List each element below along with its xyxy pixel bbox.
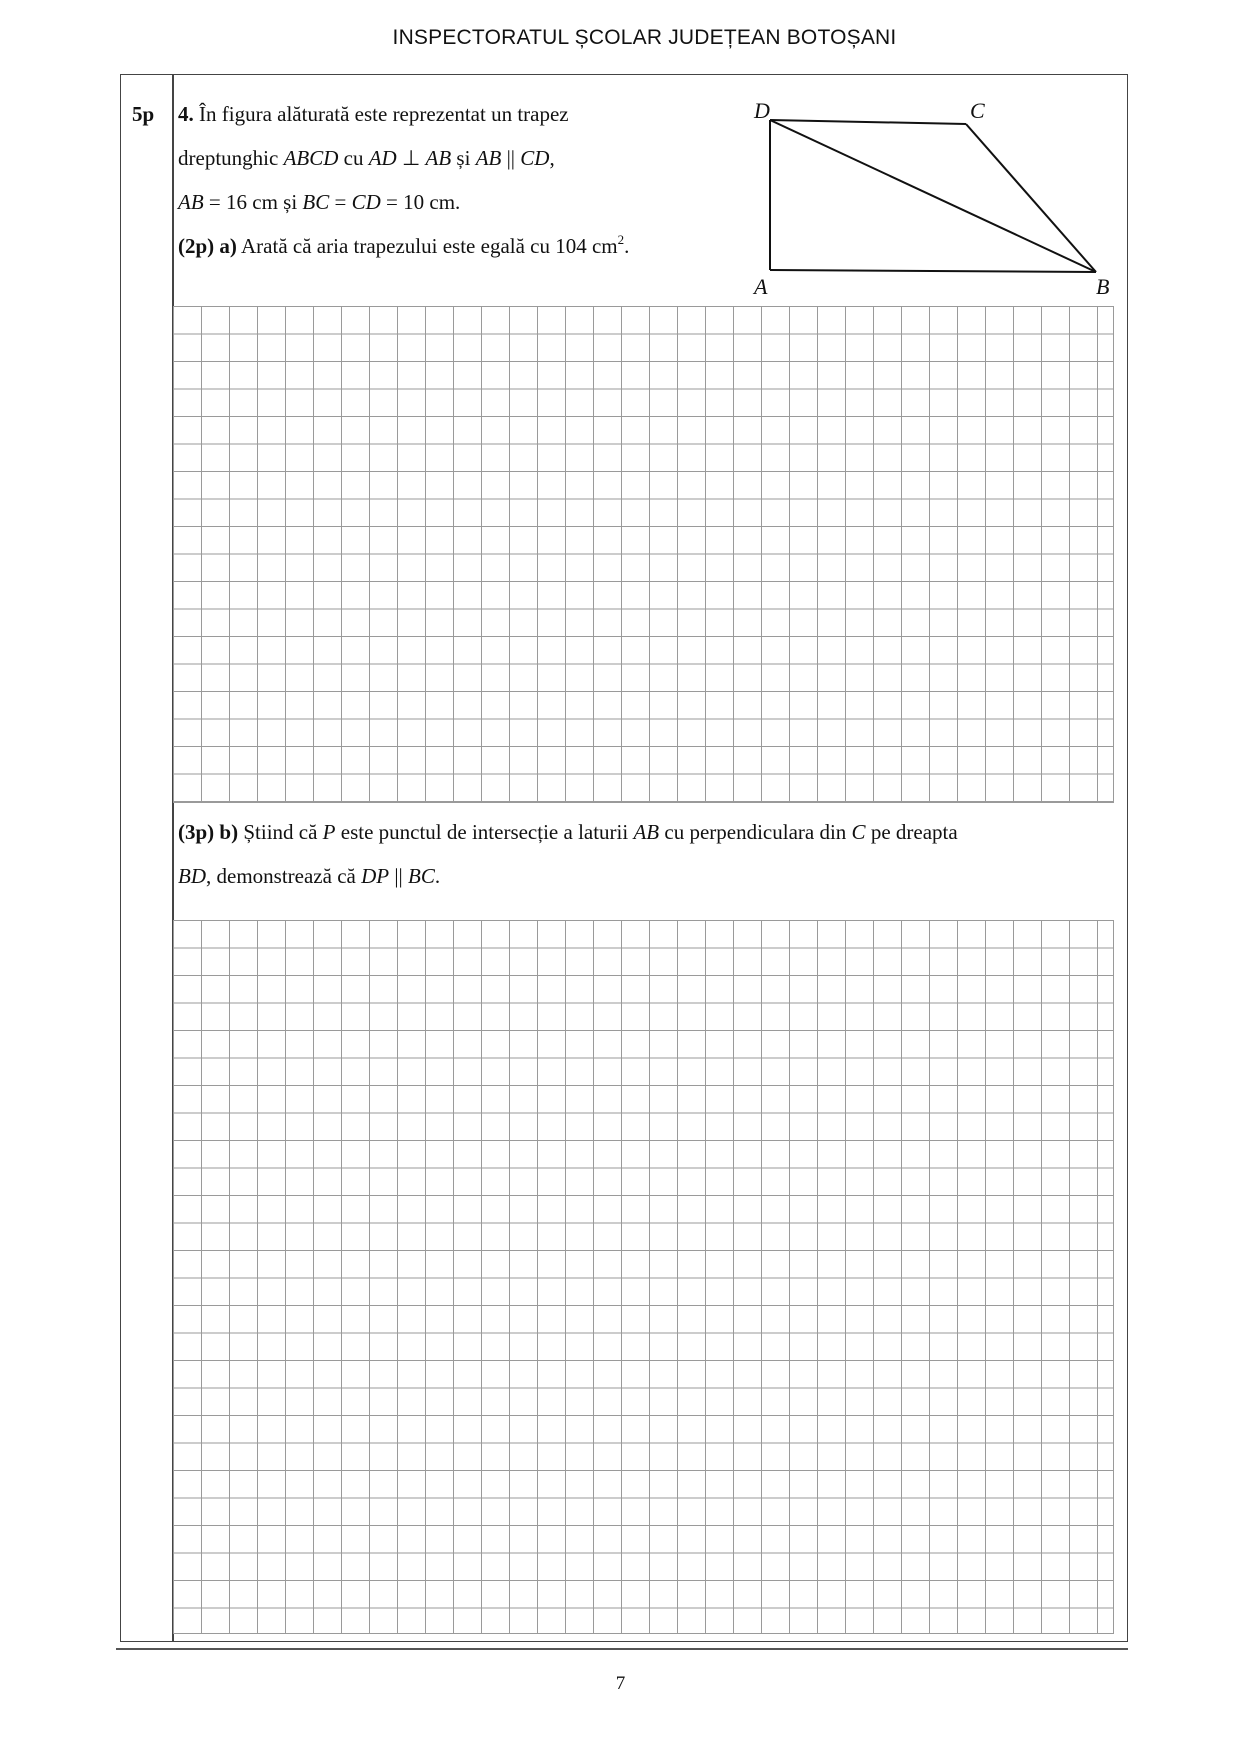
side-ba xyxy=(770,270,1096,272)
answer-grid-b[interactable] xyxy=(173,920,1114,1634)
math-bc: BC xyxy=(302,190,330,214)
math-c: C xyxy=(851,820,866,844)
statement-text: , demonstrează că xyxy=(206,864,356,888)
problem-statement-line-2 xyxy=(178,146,555,171)
perpendicular-symbol: ⊥ xyxy=(401,146,421,170)
label-c: C xyxy=(970,98,985,123)
answer-grid-a[interactable] xyxy=(173,306,1114,803)
page-number: 7 xyxy=(615,1673,626,1694)
question-a-text: Arată că aria trapezului este egală cu 104 cm xyxy=(241,234,618,258)
diagonal-db xyxy=(770,120,1096,272)
side-dc xyxy=(770,120,966,124)
statement-text: este punctul de intersecție a laturii xyxy=(340,820,629,844)
score-label: 5p xyxy=(132,102,155,126)
label-b: B xyxy=(1096,274,1110,299)
math-bd: BD xyxy=(178,864,206,888)
math-ab: AB xyxy=(475,146,502,170)
parallel-symbol: || xyxy=(394,864,403,888)
trapezoid-figure xyxy=(748,96,1126,301)
statement-text: = 16 cm și xyxy=(208,190,298,214)
math-dp: DP xyxy=(361,864,390,888)
statement-text: pe dreapta xyxy=(870,820,958,844)
math-abcd: ABCD xyxy=(283,146,339,170)
period: . xyxy=(624,234,630,258)
math-ab: AB xyxy=(178,190,204,214)
math-bc: BC xyxy=(408,864,435,888)
statement-text: și xyxy=(456,146,471,170)
problem-statement-line-1 xyxy=(178,102,569,127)
statement-text: = 10 cm. xyxy=(386,190,461,214)
footer-divider xyxy=(116,1648,1128,1650)
question-b-points: (3p) b) xyxy=(178,820,239,844)
equals-sign: = xyxy=(334,190,347,214)
period: . xyxy=(434,864,441,888)
comma: , xyxy=(549,146,555,170)
math-cd: CD xyxy=(520,146,550,170)
statement-text: În figura alăturată este reprezentat un trapez xyxy=(199,102,569,126)
math-ab: AB xyxy=(425,146,452,170)
statement-text: Știind că xyxy=(243,820,318,844)
question-a-points: (2p) a) xyxy=(178,234,237,258)
superscript: 2 xyxy=(617,232,625,247)
label-a: A xyxy=(754,274,768,299)
statement-text: cu xyxy=(343,146,364,170)
question-b-line-2 xyxy=(178,864,440,889)
math-cd: CD xyxy=(351,190,381,214)
math-ad: AD xyxy=(368,146,397,170)
question-b-line-1 xyxy=(178,820,958,845)
statement-text: cu perpendiculara din xyxy=(664,820,847,844)
math-ab: AB xyxy=(633,820,660,844)
problem-number: 4. xyxy=(178,102,194,126)
statement-text: dreptunghic xyxy=(178,146,279,170)
label-d: D xyxy=(754,98,770,123)
page-header: INSPECTORATUL ȘCOLAR JUDEȚEAN BOTOȘANI xyxy=(392,26,897,49)
question-a xyxy=(178,234,629,259)
math-p: P xyxy=(322,820,336,844)
parallel-symbol: || xyxy=(506,146,516,170)
side-cb xyxy=(966,124,1096,272)
problem-statement-line-3 xyxy=(178,190,460,215)
